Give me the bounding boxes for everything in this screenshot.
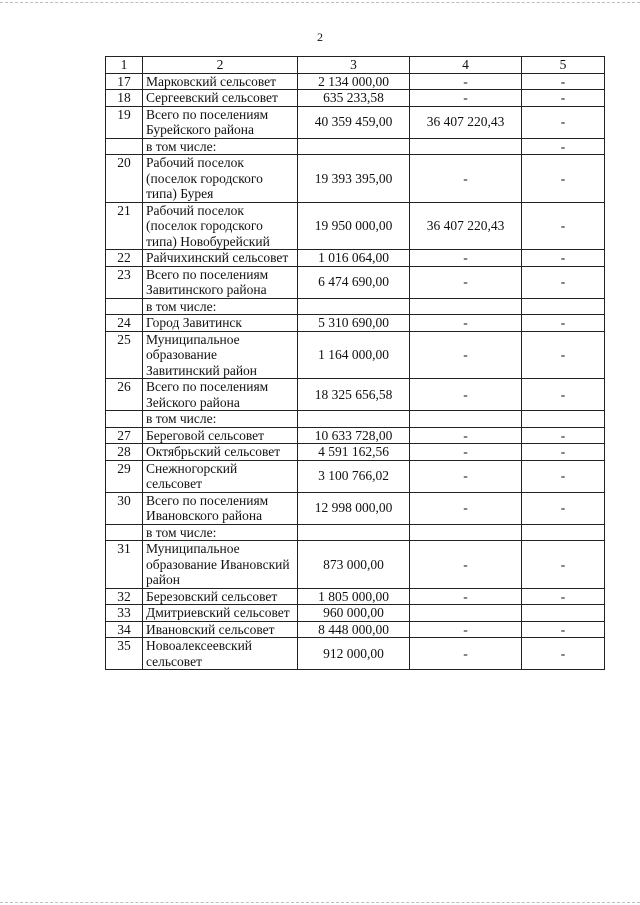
amount-col-3: 3 100 766,02 [298,460,410,492]
amount-col-5: - [522,492,605,524]
row-number: 34 [106,621,143,638]
row-number: 25 [106,331,143,379]
row-number: 21 [106,202,143,250]
row-number: 20 [106,155,143,203]
amount-col-5: - [522,106,605,138]
row-number: 26 [106,379,143,411]
amount-col-3: 10 633 728,00 [298,427,410,444]
amount-col-4: - [410,155,522,203]
settlement-name: Всего по поселениям Завитинского района [143,266,298,298]
settlement-name: Всего по поселениям Бурейского района [143,106,298,138]
table-row [106,331,605,379]
amount-col-3: 1 016 064,00 [298,250,410,267]
table-row [106,541,605,589]
amount-col-3 [298,411,410,428]
row-number: 31 [106,541,143,589]
amount-col-3: 873 000,00 [298,541,410,589]
table-row [106,315,605,332]
top-scan-rule [0,2,640,3]
amount-col-5: - [522,541,605,589]
amount-col-4: - [410,638,522,670]
row-number [106,411,143,428]
row-number: 35 [106,638,143,670]
row-number: 27 [106,427,143,444]
amount-col-5: - [522,90,605,107]
amount-col-3: 1 164 000,00 [298,331,410,379]
settlement-name: Березовский сельсовет [143,588,298,605]
amount-col-4: - [410,315,522,332]
amount-col-4: - [410,331,522,379]
row-number: 29 [106,460,143,492]
settlement-name: Дмитриевский сельсовет [143,605,298,622]
amount-col-4: - [410,90,522,107]
col-header-1: 1 [106,57,143,74]
settlement-name: в том числе: [143,138,298,155]
amount-col-3 [298,138,410,155]
amount-col-3: 8 448 000,00 [298,621,410,638]
amount-col-3 [298,298,410,315]
row-number: 19 [106,106,143,138]
amount-col-5: - [522,331,605,379]
allocation-table [105,56,605,670]
table-row [106,605,605,622]
table-row [106,492,605,524]
col-header-4: 4 [410,57,522,74]
amount-col-5: - [522,427,605,444]
amount-col-4: - [410,427,522,444]
table-row [106,90,605,107]
settlement-name: Новоалексеевский сельсовет [143,638,298,670]
amount-col-3: 40 359 459,00 [298,106,410,138]
amount-col-4: - [410,541,522,589]
amount-col-5: - [522,621,605,638]
amount-col-4 [410,411,522,428]
amount-col-3: 2 134 000,00 [298,73,410,90]
amount-col-4 [410,605,522,622]
settlement-name: в том числе: [143,298,298,315]
amount-col-4 [410,138,522,155]
amount-col-4: - [410,266,522,298]
settlement-name: Береговой сельсовет [143,427,298,444]
table-row [106,138,605,155]
amount-col-3: 4 591 162,56 [298,444,410,461]
amount-col-5: - [522,638,605,670]
settlement-name: Марковский сельсовет [143,73,298,90]
amount-col-5: - [522,460,605,492]
row-number [106,298,143,315]
settlement-name: Октябрьский сельсовет [143,444,298,461]
table-row [106,588,605,605]
settlement-name: Рабочий поселок (поселок городского типа) Новобурейский [143,202,298,250]
amount-col-5 [522,524,605,541]
settlement-name: в том числе: [143,524,298,541]
row-number: 17 [106,73,143,90]
row-number: 33 [106,605,143,622]
amount-col-3: 960 000,00 [298,605,410,622]
amount-col-5 [522,298,605,315]
table-row [106,250,605,267]
settlement-name: Сергеевский сельсовет [143,90,298,107]
col-header-2: 2 [143,57,298,74]
bottom-scan-rule [0,902,640,903]
table-row [106,106,605,138]
row-number: 30 [106,492,143,524]
settlement-name: в том числе: [143,411,298,428]
table-row [106,266,605,298]
settlement-name: Муниципальное образование Ивановский район [143,541,298,589]
settlement-name: Всего по поселениям Ивановского района [143,492,298,524]
amount-col-3: 18 325 656,58 [298,379,410,411]
amount-col-4 [410,524,522,541]
amount-col-5: - [522,266,605,298]
settlement-name: Муниципальное образование Завитинский район [143,331,298,379]
settlement-name: Райчихинский сельсовет [143,250,298,267]
row-number [106,524,143,541]
settlement-name: Город Завитинск [143,315,298,332]
amount-col-5: - [522,588,605,605]
row-number: 28 [106,444,143,461]
amount-col-4: - [410,379,522,411]
settlement-name: Рабочий поселок (поселок городского типа) Бурея [143,155,298,203]
table-row [106,444,605,461]
amount-col-4: - [410,621,522,638]
col-header-3: 3 [298,57,410,74]
amount-col-5: - [522,202,605,250]
settlement-name: Ивановский сельсовет [143,621,298,638]
amount-col-3: 5 310 690,00 [298,315,410,332]
amount-col-3: 1 805 000,00 [298,588,410,605]
amount-col-4: - [410,250,522,267]
row-number: 18 [106,90,143,107]
amount-col-5 [522,411,605,428]
amount-col-4: 36 407 220,43 [410,202,522,250]
page-number: 2 [317,30,323,44]
amount-col-5: - [522,379,605,411]
settlement-name: Снежногорский сельсовет [143,460,298,492]
amount-col-5: - [522,315,605,332]
table-row [106,621,605,638]
header-row [106,57,605,74]
amount-col-4: - [410,588,522,605]
table-row [106,411,605,428]
row-number: 32 [106,588,143,605]
table-row [106,379,605,411]
table-row [106,155,605,203]
row-number: 23 [106,266,143,298]
amount-col-4: - [410,73,522,90]
row-number: 22 [106,250,143,267]
table-row [106,427,605,444]
col-header-5: 5 [522,57,605,74]
amount-col-5: - [522,155,605,203]
amount-col-3: 12 998 000,00 [298,492,410,524]
amount-col-3: 6 474 690,00 [298,266,410,298]
amount-col-5: - [522,138,605,155]
amount-col-3 [298,524,410,541]
row-number [106,138,143,155]
row-number: 24 [106,315,143,332]
table-row [106,202,605,250]
amount-col-5: - [522,444,605,461]
amount-col-4: - [410,492,522,524]
amount-col-5: - [522,250,605,267]
table-row [106,298,605,315]
amount-col-3: 635 233,58 [298,90,410,107]
table-row [106,524,605,541]
amount-col-4: 36 407 220,43 [410,106,522,138]
amount-col-5: - [522,73,605,90]
settlement-name: Всего по поселениям Зейского района [143,379,298,411]
amount-col-3: 19 950 000,00 [298,202,410,250]
amount-col-4: - [410,444,522,461]
amount-col-4: - [410,460,522,492]
amount-col-4 [410,298,522,315]
table-row [106,460,605,492]
amount-col-3: 19 393 395,00 [298,155,410,203]
amount-col-3: 912 000,00 [298,638,410,670]
amount-col-5 [522,605,605,622]
table-row [106,73,605,90]
table-row [106,638,605,670]
